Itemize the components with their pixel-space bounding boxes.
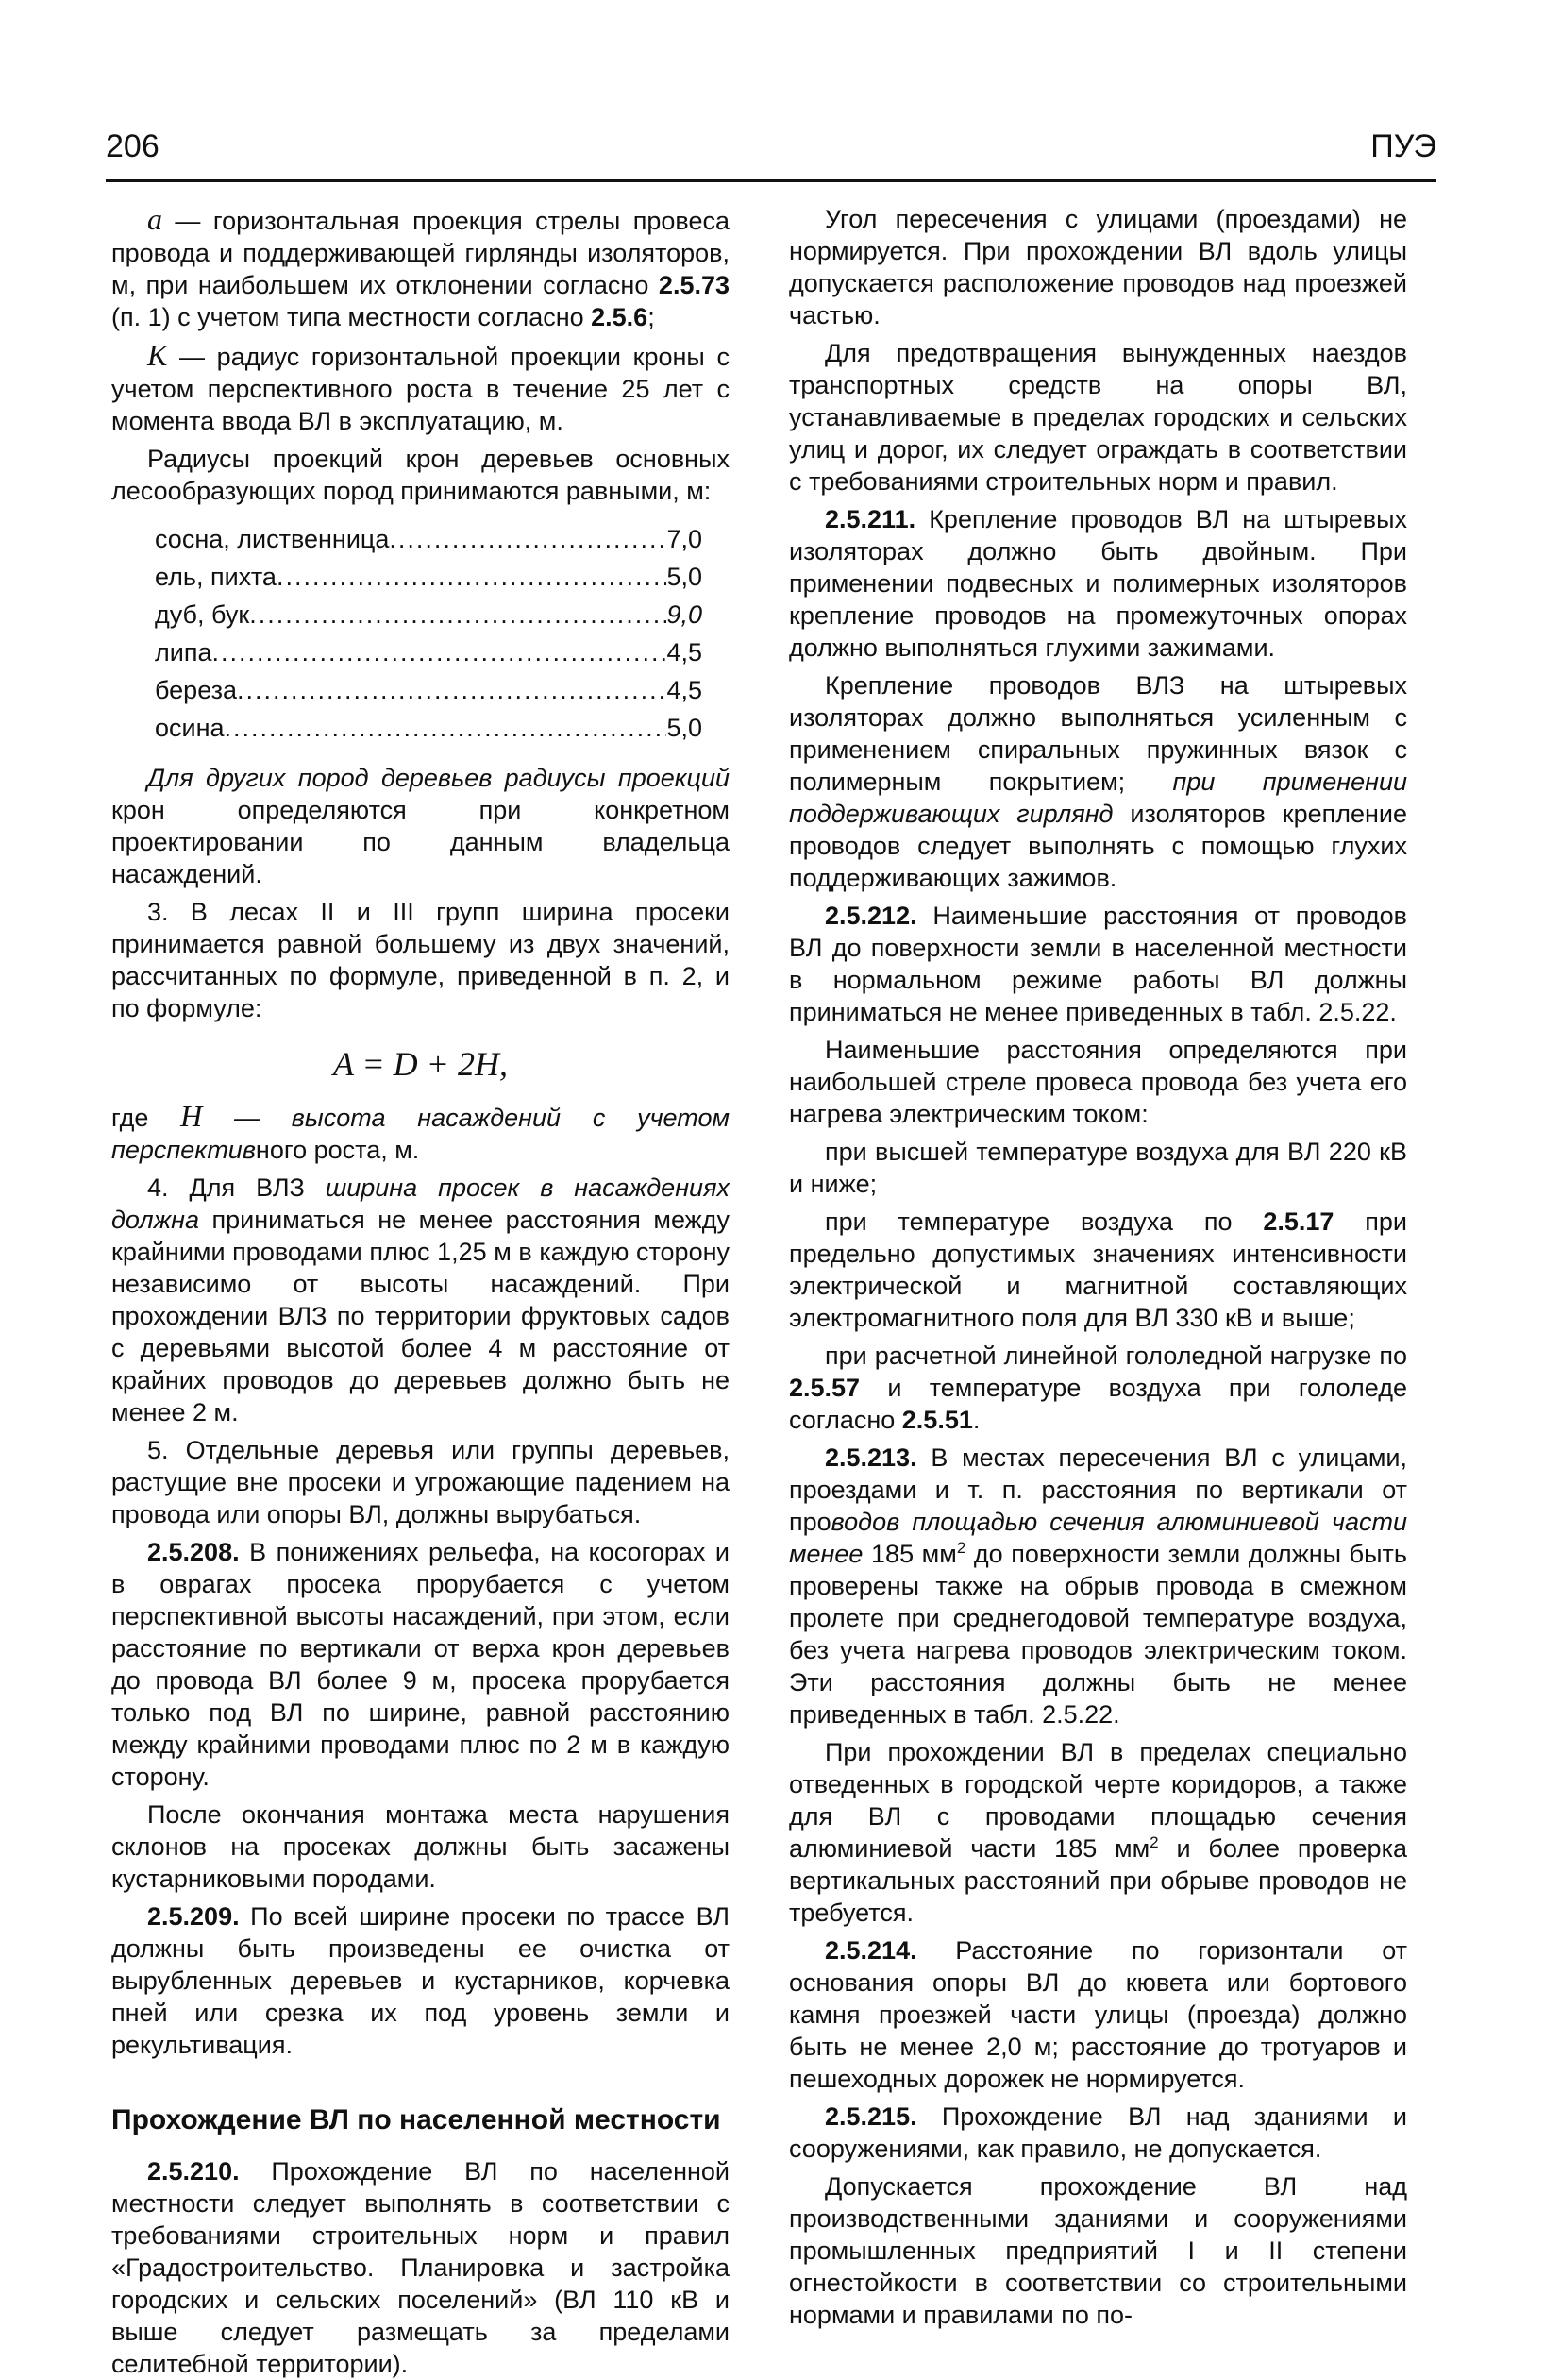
paragraph: при высшей температуре воздуха для ВЛ 220 кВ и ниже; — [789, 1138, 1407, 1198]
paragraph: Для предотвращения вынужденных наездов транспортных средств на опоры ВЛ, устанавливаемые в пределах городских и сельских улиц и дорог, их следует ограждать в соответствии с требованиями строительных норм и правил. — [789, 339, 1407, 496]
list-item: дуб, бук ..... 9,0 — [155, 596, 702, 633]
paragraph: 2.5.214. Расстояние по горизонтали от основания опоры ВЛ до кювета или бортового камня проезжей части улицы (проезда) должно быть не менее 2,0 м; расстояние до тротуаров и пешеходных дорожек не нормируется. — [789, 1936, 1407, 2093]
paragraph: при температуре воздуха по 2.5.17 при предельно допустимых значениях интенсивности электрической и магнитной составляющих электромагнитного поля для ВЛ 330 кВ и выше; — [789, 1207, 1407, 1332]
paragraph: Допускается прохождение ВЛ над производственными зданиями и сооружениями промышленных предприятий I и II степени огнестойкости в соответствии со строительными нормами и правилами по по- — [789, 2172, 1407, 2329]
right-column — [789, 203, 1407, 2331]
paragraph: K — радиус горизонтальной проекции кроны с учетом перспективного роста в течение 25 лет с момента ввода ВЛ в эксплуатацию, м. — [111, 338, 730, 435]
list-item: сосна, лиственница ..... 7,0 — [155, 520, 702, 558]
paragraph: После окончания монтажа места нарушения склонов на просеках должны быть засажены кустарниковыми породами. — [111, 1800, 730, 1893]
list-item: береза ..... 4,5 — [155, 671, 702, 709]
paragraph: Для других пород деревьев радиусы проекций крон определяются при конкретном проектировании по данным владельца насаждений. — [111, 764, 730, 888]
paragraph: 5. Отдельные деревья или группы деревьев, растущие вне просеки и угрожающие падением на провода или опоры ВЛ, должны вырубаться. — [111, 1436, 730, 1528]
left-column — [111, 203, 730, 2380]
paragraph: 2.5.210. Прохождение ВЛ по населенной местности следует выполнять в соответствии с требованиями строительных норм и правил «Градостроительство. Планировка и застройка городских и сельских поселений» (ВЛ 110 кВ и выше следует размещать за пределами селитебной территории). — [111, 2157, 730, 2378]
paragraph: Наименьшие расстояния определяются при наибольшей стреле провеса провода без учета его нагрева электрическим током: — [789, 1036, 1407, 1128]
paragraph: 2.5.209. По всей ширине просеки по трассе ВЛ должны быть произведены ее очистка от вырубленных деревьев и кустарников, корчевка пней или срезка их под уровень земли и рекультивация. — [111, 1902, 730, 2059]
paragraph: 2.5.213. В местах пересечения ВЛ с улицами, проездами и т. п. расстояния по вертикали от проводов площадью сечения алюминиевой части менее 185 $мм^2$ до поверхности земли должны быть проверены также на обрыв провода в смежном пролете при среднегодовой температуре воздуха, без учета нагрева проводов электрическим током. Эти расстояния должны быть не менее приведенных в табл. 2.5.22. — [789, 1443, 1407, 1729]
paragraph: 2.5.208. В понижениях рельефа, на косогорах и в оврагах просека прорубается с учетом перспективной высоты насаждений, при этом, если расстояние по вертикали от верха крон деревьев до провода ВЛ более 9 м, просека прорубается только под ВЛ по ширине, равной расстоянию между крайними проводами плюс по 2 м в каждую сторону. — [111, 1538, 730, 1791]
paragraph: 2.5.212. Наименьшие расстояния от проводов ВЛ до поверхности земли в населенной местности в нормальном режиме работы ВЛ должны приниматься не менее приведенных в табл. 2.5.22. — [789, 902, 1407, 1026]
list-item: ель, пихта ..... 5,0 — [155, 558, 702, 596]
list-item: осина ..... 5,0 — [155, 709, 702, 747]
section-heading: Прохождение ВЛ по населенной местности — [111, 2104, 721, 2135]
paragraph: где H — высота насаждений с учетом перспективного роста, м. — [111, 1099, 730, 1164]
page-number: 206 — [106, 128, 159, 164]
paragraph: a — горизонтальная проекция стрелы провеса провода и поддерживающей гирлянды изоляторов, м, при наибольшем их отклонении согласно 2.5.73 (п. 1) с учетом типа местности согласно 2.5.6; — [111, 202, 730, 331]
paragraph: Крепление проводов ВЛЗ на штыревых изоляторах должно выполняться усиленным с применением спиральных пружинных вязок с полимерным покрытием; при применении поддерживающих гирлянд изоляторов крепление проводов следует выполнять с помощью глухих поддерживающих зажимов. — [789, 671, 1407, 892]
tree-radius-list — [155, 520, 702, 747]
paragraph: 2.5.211. Крепление проводов ВЛ на штыревых изоляторах должно быть двойным. При применении подвесных и полимерных изоляторов крепление проводов на промежуточных опорах должно выполняться глухими зажимами. — [789, 505, 1407, 662]
paragraph: При прохождении ВЛ в пределах специально отведенных в городской черте коридоров, а также для ВЛ с проводами площадью сечения алюминиевой части 185 $мм^2$ и более проверка вертикальных расстояний при обрыве проводов не требуется. — [789, 1738, 1407, 1927]
page-header — [106, 123, 1436, 176]
running-title: ПУЭ — [1370, 128, 1436, 164]
list-item: липа ..... 4,5 — [155, 633, 702, 671]
header-rule — [106, 179, 1436, 182]
paragraph: при расчетной линейной гололедной нагрузке по 2.5.57 и температуре воздуха при гололеде согласно 2.5.51. — [789, 1342, 1407, 1434]
paragraph: 4. Для ВЛЗ ширина просек в насаждениях должна приниматься не менее расстояния между крайними проводами плюс 1,25 м в каждую сторону независимо от высоты насаждений. При прохождении ВЛЗ по территории фруктовых садов с деревьями высотой более 4 м расстояние от крайних проводов до деревьев должно быть не менее 2 м. — [111, 1173, 730, 1426]
formula: A = D + 2H, — [333, 1045, 508, 1083]
paragraph: Радиусы проекций крон деревьев основных лесообразующих пород принимаются равными, м: — [111, 445, 730, 505]
paragraph: Угол пересечения с улицами (проездами) не нормируется. При прохождении ВЛ вдоль улицы допускается расположение проводов над проезжей частью. — [789, 205, 1407, 329]
paragraph: 2.5.215. Прохождение ВЛ над зданиями и сооружениями, как правило, не допускается. — [789, 2102, 1407, 2163]
paragraph: 3. В лесах II и III групп ширина просеки принимается равной большему из двух значений, рассчитанных по формуле, приведенной в п. 2, и по формуле: — [111, 898, 730, 1022]
